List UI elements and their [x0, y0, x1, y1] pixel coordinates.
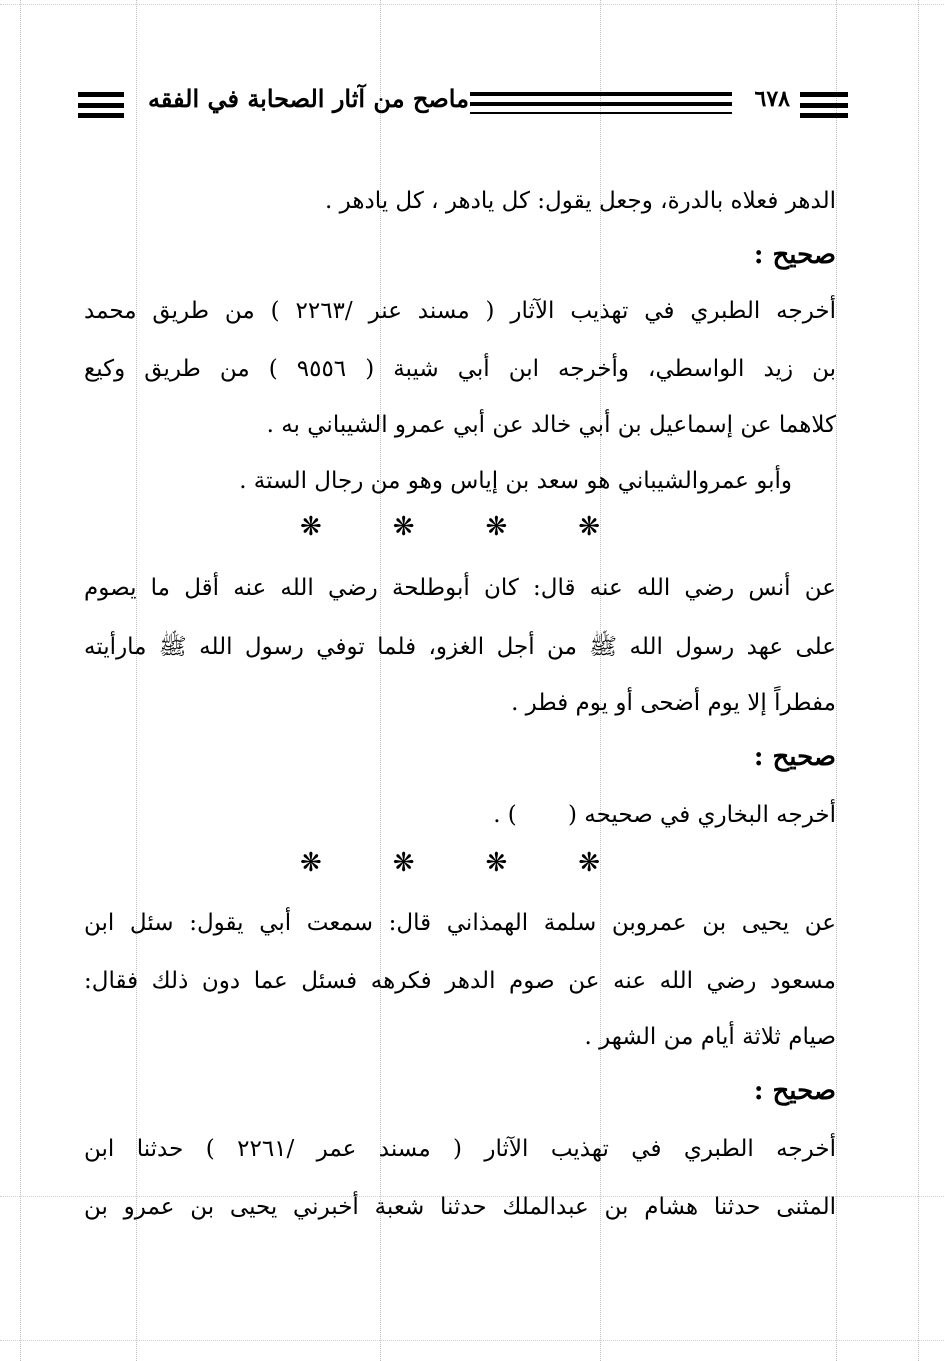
- ornament-star-icon: ❋: [392, 512, 415, 542]
- ornament-star-icon: ❋: [300, 848, 322, 878]
- text-line: أخرجه الطبري في تهذيب الآثار ( مسند عنر /٢٢٦٣ ) من طريق محمد: [84, 298, 836, 324]
- scan-guide: [0, 4, 944, 5]
- ornament-star-icon: ❋: [485, 848, 508, 878]
- grade-heading: صحيح :: [753, 742, 836, 772]
- ornament-star-icon: ❋: [485, 512, 508, 542]
- text-line: مسعود رضي الله عنه عن صوم الدهر فكرهه فسئل عما دون ذلك فقال:: [84, 968, 836, 994]
- text-line: كلاهما عن إسماعيل بن أبي خالد عن أبي عمرو الشيباني به .: [266, 412, 836, 438]
- header-rule-right: [800, 92, 848, 118]
- text-line: صيام ثلاثة أيام من الشهر .: [584, 1024, 836, 1050]
- ornament-star-icon: ❋: [300, 512, 322, 542]
- ornament-star-icon: ❋: [578, 512, 600, 542]
- ornament-star-icon: ❋: [392, 848, 415, 878]
- scan-guide: [20, 0, 21, 1361]
- header-rule-left: [78, 92, 124, 118]
- scan-guide: [918, 0, 919, 1361]
- scan-guide: [836, 0, 837, 1361]
- text-line: عن يحيى بن عمروبن سلمة الهمذاني قال: سمعت أبي يقول: سئل ابن: [84, 910, 836, 936]
- header-title: ماصح من آثار الصحابة في الفقه: [148, 84, 469, 113]
- section-separator: [300, 512, 600, 542]
- text-line: أخرجه الطبري في تهذيب الآثار ( مسند عمر /٢٢٦١ ) حدثنا ابن: [84, 1136, 836, 1162]
- scan-guide: [0, 1340, 944, 1341]
- running-header: [78, 86, 848, 126]
- text-line: على عهد رسول الله ﷺ من أجل الغزو، فلما توفي رسول الله ﷺ مارأيته: [84, 634, 836, 660]
- text-line: بن زيد الواسطي، وأخرجه ابن أبي شيبة ( ٩٥٥٦ ) من طريق وكيع: [84, 356, 836, 382]
- text-line: وأبو عمروالشيباني هو سعد بن إياس وهو من رجال الستة .: [239, 468, 792, 494]
- text-line: أخرجه البخاري في صحيحه ( ) .: [493, 802, 836, 828]
- grade-heading: صحيح :: [753, 240, 836, 270]
- text-line: عن أنس رضي الله عنه قال: كان أبوطلحة رضي الله عنه أقل ما يصوم: [84, 575, 836, 601]
- text-line: الدهر فعلاه بالدرة، وجعل يقول: كل يادهر ، كل يادهر .: [325, 188, 836, 214]
- ornament-star-icon: ❋: [578, 848, 600, 878]
- grade-heading: صحيح :: [753, 1076, 836, 1106]
- page-number: ٦٧٨: [754, 86, 790, 112]
- header-rule-middle: [470, 92, 732, 114]
- text-line: المثنى حدثنا هشام بن عبدالملك حدثنا شعبة أخبرني يحيى بن عمرو بن: [84, 1194, 836, 1220]
- section-separator: [300, 848, 600, 878]
- text-line: مفطراً إلا يوم أضحى أو يوم فطر .: [511, 690, 836, 716]
